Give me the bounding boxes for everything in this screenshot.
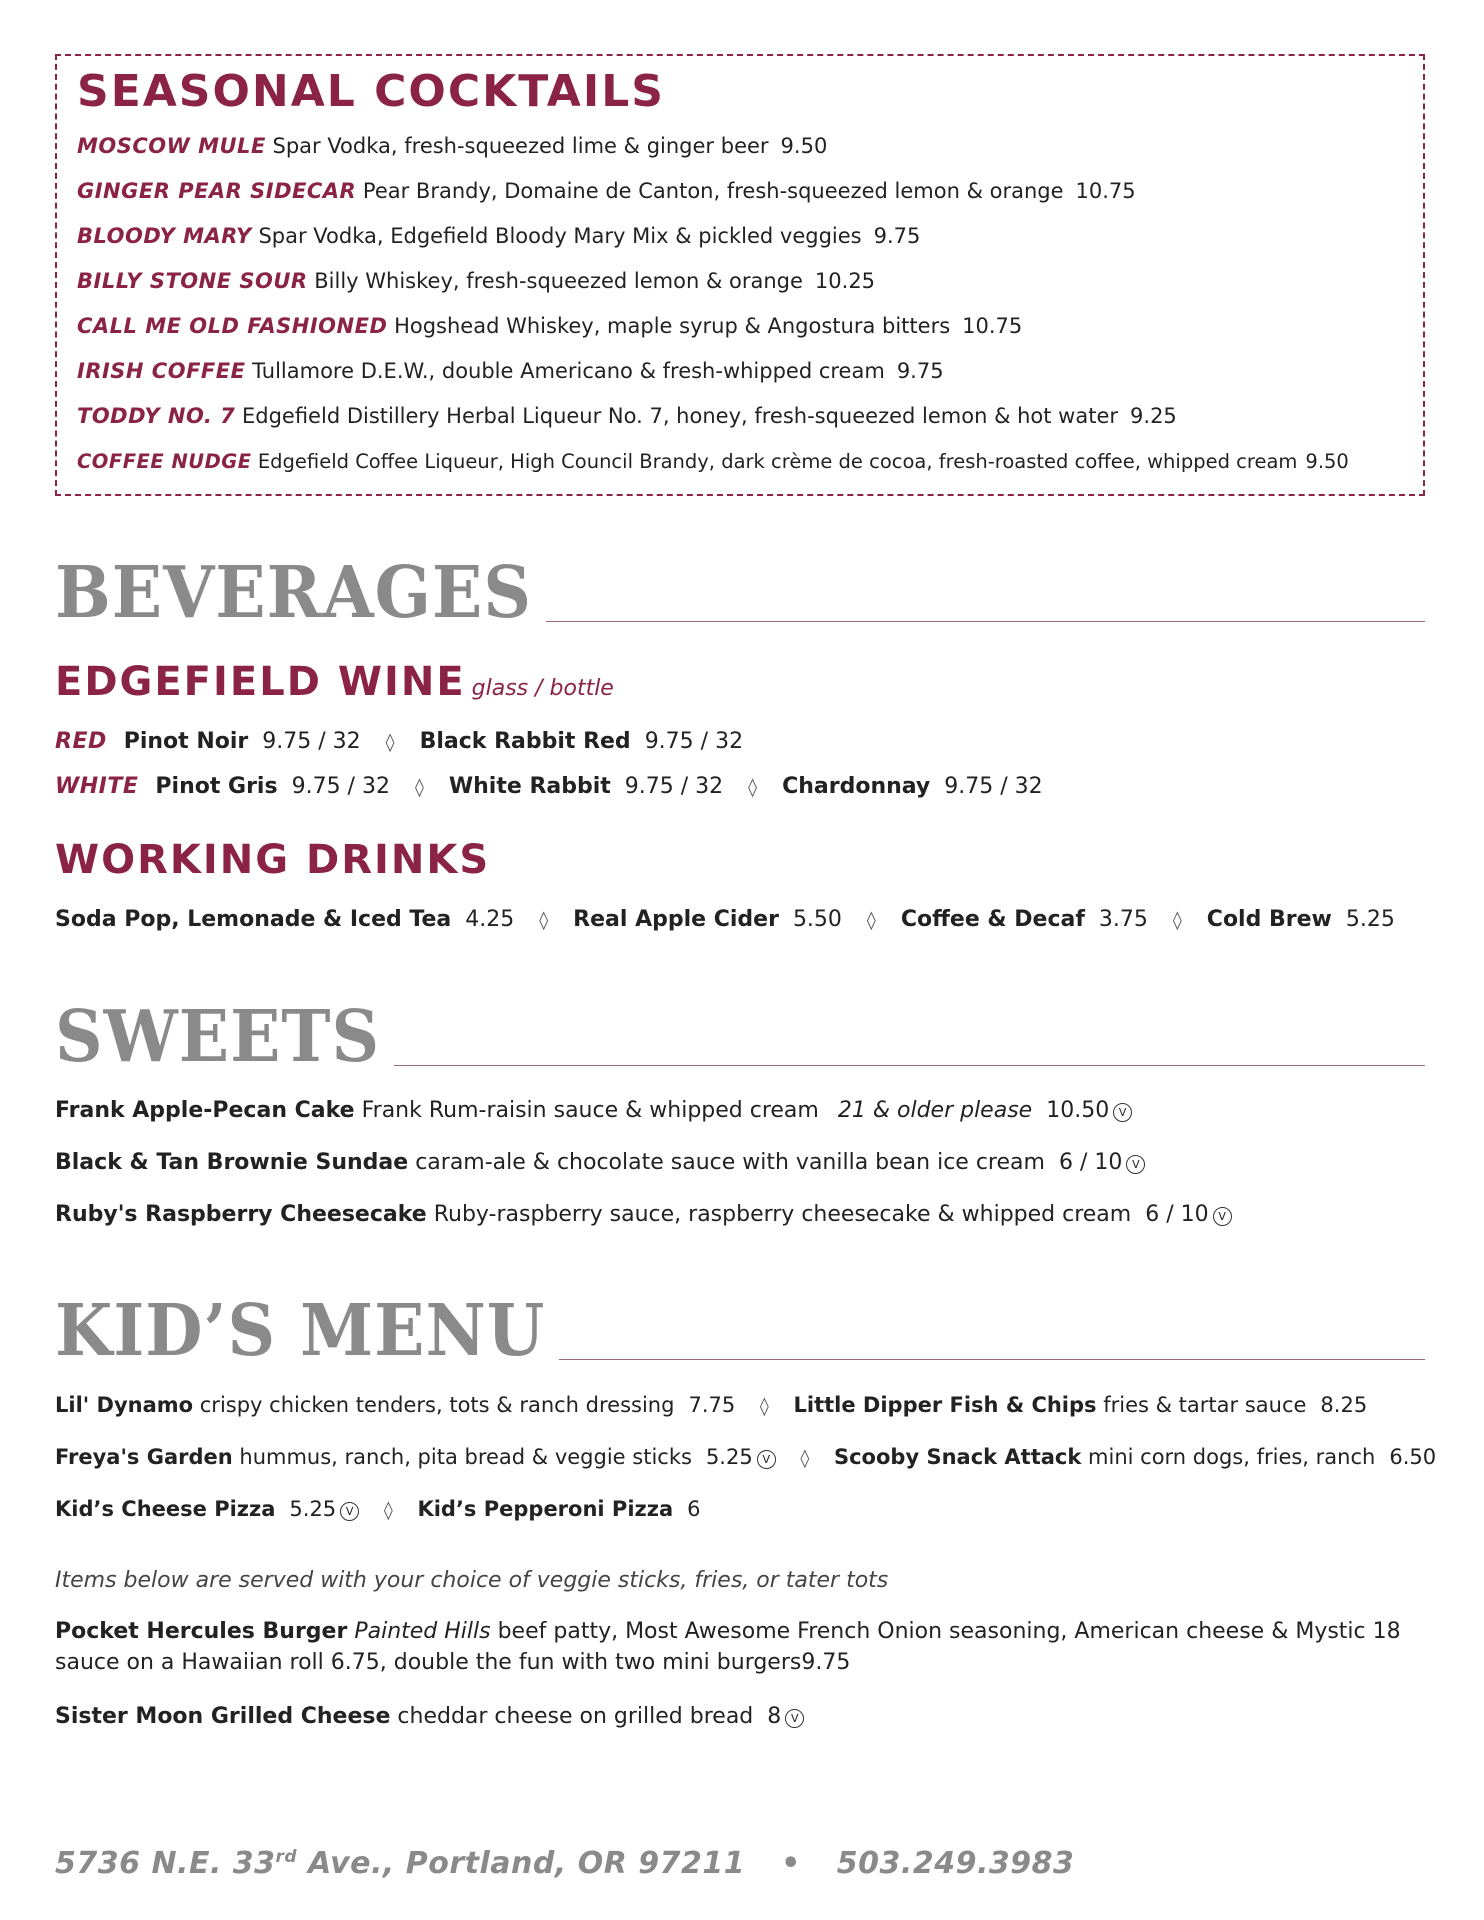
- drink-name: Soda Pop, Lemonade & Iced Tea: [55, 907, 452, 932]
- kids-item-name: Scooby Snack Attack: [833, 1445, 1082, 1469]
- sweet-item: [55, 1148, 1145, 1178]
- drink-price: 3.75: [1098, 907, 1148, 932]
- beverages-title: BEVERAGES: [55, 550, 532, 635]
- edgefield-wine-title: [55, 658, 614, 713]
- vegetarian-icon: V: [1113, 1103, 1132, 1122]
- wine-price: 9.75 / 32: [291, 774, 390, 799]
- sweet-name: Frank Apple-Pecan Cake: [55, 1098, 355, 1123]
- cocktail-name: TODDY NO. 7: [77, 404, 236, 428]
- sweet-price: 6 / 10: [1145, 1202, 1209, 1227]
- sweet-name: Black & Tan Brownie Sundae: [55, 1150, 409, 1175]
- kids-item-name: Little Dipper Fish & Chips: [793, 1393, 1097, 1417]
- kids-item-price: 5.25: [705, 1445, 753, 1469]
- sweets-header: [55, 994, 1425, 1079]
- separator-icon: ◊: [383, 1500, 393, 1521]
- cocktail-item: [77, 259, 1403, 304]
- kids-row-1: [55, 1390, 1367, 1422]
- cocktail-desc: Tullamore D.E.W., double Americano & fresh-whipped cream: [252, 359, 885, 383]
- drink-name: Coffee & Decaf: [900, 907, 1085, 932]
- separator-icon: ◊: [866, 910, 876, 931]
- cocktail-price: 9.50: [780, 134, 828, 158]
- section-divider: [559, 1359, 1425, 1360]
- working-drinks-row: [55, 905, 1395, 936]
- wine-white-row: [55, 772, 1043, 803]
- sweet-desc: caram-ale & chocolate sauce with vanilla bean ice cream: [415, 1150, 1045, 1175]
- cocktail-name: CALL ME OLD FASHIONED: [77, 314, 388, 338]
- wine-red-row: [55, 727, 743, 758]
- kids-burger-brand: Painted Hills: [354, 1619, 491, 1644]
- cocktail-price: 10.75: [1075, 179, 1136, 203]
- cocktail-desc: Spar Vodka, fresh-squeezed lime & ginger beer: [272, 134, 769, 158]
- cocktail-price: 10.25: [814, 269, 876, 293]
- separator-icon: ◊: [539, 910, 549, 931]
- cocktail-name: BILLY STONE SOUR: [77, 269, 308, 293]
- wine-category-red: RED: [55, 729, 107, 754]
- cocktail-desc: Edgefield Distillery Herbal Liqueur No. 7, honey, fresh-squeezed lemon & hot water: [241, 404, 1119, 428]
- wine-name: Chardonnay: [782, 774, 931, 799]
- kids-item-desc: cheddar cheese on grilled bread: [397, 1704, 754, 1729]
- kids-item-price: 8: [767, 1704, 782, 1729]
- drink-name: Cold Brew: [1206, 907, 1332, 932]
- cocktail-price: 9.25: [1130, 404, 1177, 428]
- cocktail-item: [77, 124, 1403, 169]
- wine-name: Pinot Gris: [155, 774, 278, 799]
- beverages-header: [55, 550, 1425, 635]
- separator-icon: ◊: [759, 1396, 769, 1417]
- cocktail-name: COFFEE NUDGE: [77, 450, 252, 473]
- sweet-desc: Frank Rum-raisin sauce & whipped cream: [361, 1098, 819, 1123]
- wine-name: Black Rabbit Red: [419, 729, 631, 754]
- separator-icon: ◊: [385, 732, 395, 753]
- seasonal-cocktails-title: SEASONAL COCKTAILS: [77, 66, 665, 117]
- kids-grilled-cheese-item: [55, 1702, 804, 1732]
- kids-menu-title: KID’S MENU: [55, 1288, 546, 1373]
- cocktail-item: [77, 439, 1403, 484]
- wine-note: glass / bottle: [471, 676, 614, 701]
- kids-item-price: 6.50: [1389, 1445, 1437, 1469]
- kids-item-price: 6.75: [330, 1650, 380, 1675]
- wine-price: 9.75 / 32: [624, 774, 724, 799]
- kids-burger-item: [55, 1616, 1425, 1678]
- wine-name: White Rabbit: [448, 774, 611, 799]
- sweet-item: [55, 1200, 1232, 1230]
- kids-item-name: Kid’s Cheese Pizza: [55, 1497, 276, 1521]
- vegetarian-icon: V: [757, 1450, 776, 1469]
- wine-name: Pinot Noir: [123, 729, 249, 754]
- kids-item-desc: crispy chicken tenders, tots & ranch dressing: [199, 1393, 675, 1417]
- address-street: 5736 N.E. 33: [55, 1846, 276, 1881]
- cocktail-item: [77, 394, 1403, 439]
- cocktail-name: MOSCOW MULE: [77, 134, 266, 158]
- kids-item-name: Pocket Hercules Burger: [55, 1619, 348, 1644]
- cocktail-name: BLOODY MARY: [77, 224, 252, 248]
- address-ordinal: rd: [275, 1847, 298, 1867]
- separator-icon: ◊: [1172, 910, 1182, 931]
- kids-burger-extra: , double the fun with two mini burgers: [379, 1650, 802, 1675]
- kids-item-price: 5.25: [289, 1497, 337, 1521]
- drink-price: 5.50: [792, 907, 842, 932]
- kids-item-name: Sister Moon Grilled Cheese: [55, 1704, 391, 1729]
- sweet-desc: Ruby-raspberry sauce, raspberry cheesecake & whipped cream: [433, 1202, 1132, 1227]
- wine-price: 9.75 / 32: [262, 729, 361, 754]
- vegetarian-icon: V: [340, 1502, 359, 1521]
- vegetarian-icon: V: [1126, 1155, 1145, 1174]
- cocktail-desc: Billy Whiskey, fresh-squeezed lemon & orange: [314, 269, 803, 293]
- sweet-price: 6 / 10: [1058, 1150, 1123, 1175]
- section-divider: [546, 621, 1425, 622]
- footer-dot: •: [781, 1846, 801, 1881]
- vegetarian-icon: V: [1213, 1207, 1232, 1226]
- sweet-item: [55, 1096, 1132, 1126]
- sweets-title: SWEETS: [55, 994, 381, 1079]
- kids-row-2: [55, 1442, 1436, 1474]
- cocktail-price: 10.75: [962, 314, 1023, 338]
- cocktail-item: [77, 214, 1403, 259]
- cocktail-item: [77, 349, 1403, 394]
- drink-price: 5.25: [1345, 907, 1395, 932]
- sweet-price: 10.50: [1046, 1098, 1110, 1123]
- separator-icon: ◊: [414, 777, 424, 798]
- kids-sides-note: Items below are served with your choice of veggie sticks, fries, or tater tots: [55, 1568, 889, 1593]
- sweet-name: Ruby's Raspberry Cheesecake: [55, 1202, 427, 1227]
- kids-item-name: Freya's Garden: [55, 1445, 233, 1469]
- address-city: Ave., Portland, OR 97211: [297, 1846, 746, 1881]
- kids-item-name: Kid’s Pepperoni Pizza: [417, 1497, 674, 1521]
- kids-item-price: 8.25: [1320, 1393, 1368, 1417]
- working-drinks-title: WORKING DRINKS: [55, 837, 491, 883]
- vegetarian-icon: V: [785, 1709, 804, 1728]
- section-divider: [394, 1065, 1425, 1066]
- footer-address: [55, 1846, 1074, 1881]
- wine-category-white: WHITE: [55, 774, 139, 799]
- seasonal-cocktails-box: [55, 54, 1425, 496]
- cocktail-price: 9.50: [1305, 450, 1349, 473]
- cocktail-name: IRISH COFFEE: [77, 359, 246, 383]
- kids-item-desc: mini corn dogs, fries, ranch: [1088, 1445, 1376, 1469]
- kids-burger-extra-price: 9.75: [801, 1650, 851, 1675]
- separator-icon: ◊: [748, 777, 758, 798]
- cocktail-desc: Edgefield Coffee Liqueur, High Council Brandy, dark crème de cocoa, fresh-roasted coffee, whipped cream: [257, 450, 1298, 473]
- cocktail-desc: Pear Brandy, Domaine de Canton, fresh-squeezed lemon & orange: [362, 179, 1064, 203]
- drink-price: 4.25: [465, 907, 515, 932]
- wine-title-text: EDGEFIELD WINE: [55, 659, 466, 705]
- cocktail-desc: Spar Vodka, Edgefield Bloody Mary Mix & pickled veggies: [258, 224, 862, 248]
- kids-item-name: Lil' Dynamo: [55, 1393, 194, 1417]
- kids-item-desc: hummus, ranch, pita bread & veggie sticks: [239, 1445, 692, 1469]
- cocktail-name: GINGER PEAR SIDECAR: [77, 179, 357, 203]
- wine-price: 9.75 / 32: [944, 774, 1043, 799]
- drink-name: Real Apple Cider: [573, 907, 779, 932]
- cocktail-price: 9.75: [896, 359, 944, 383]
- cocktail-price: 9.75: [873, 224, 921, 248]
- kids-item-desc: fries & tartar sauce: [1103, 1393, 1307, 1417]
- kids-item-price: 6: [687, 1497, 701, 1521]
- separator-icon: ◊: [800, 1448, 810, 1469]
- wine-price: 9.75 / 32: [644, 729, 744, 754]
- cocktail-item: [77, 169, 1403, 214]
- kids-item-price: 7.75: [688, 1393, 736, 1417]
- cocktail-item: [77, 304, 1403, 349]
- cocktail-desc: Hogshead Whiskey, maple syrup & Angostura bitters: [394, 314, 951, 338]
- phone-number: 503.249.3983: [836, 1846, 1075, 1881]
- sweet-note: 21 & older please: [837, 1098, 1033, 1123]
- kids-item-desc: beef patty, Most Awesome French Onion seasoning, American cheese & Mystic 18 sauce on a Hawaiian roll: [55, 1619, 1401, 1675]
- kids-menu-header: [55, 1288, 1425, 1373]
- kids-row-3: [55, 1494, 701, 1526]
